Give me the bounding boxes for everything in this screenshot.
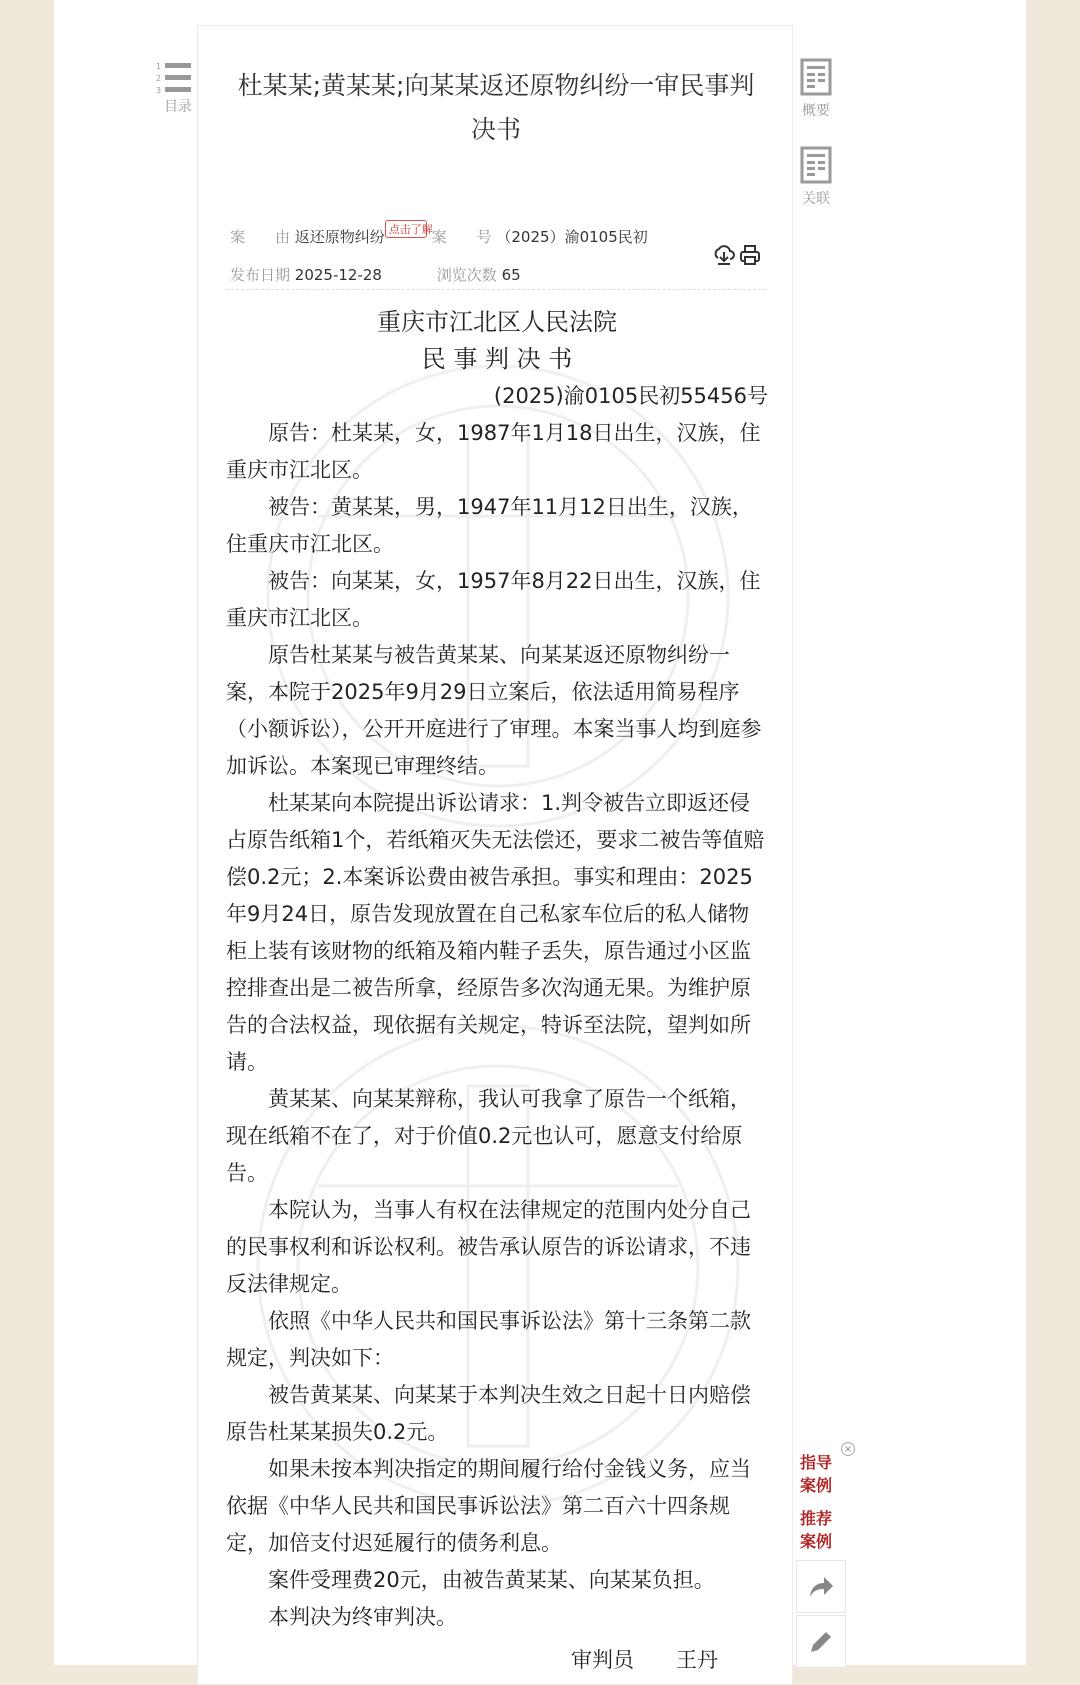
judge-signature: 审判员 王丹: [571, 1648, 718, 1672]
court-name: 重庆市江北区人民法院: [377, 308, 617, 336]
svg-text:2: 2: [156, 74, 162, 83]
document-icon: [800, 146, 832, 184]
click-learn-tag[interactable]: 点击了解: [385, 220, 427, 238]
divider: [226, 289, 766, 290]
paragraph: 杜某某向本院提出诉讼请求：1.判令被告立即返还侵占原告纸箱1个，若纸箱灭失无法偿还，要求二被告等值赔偿0.2元；2.本案诉讼费由被告承担。事实和理由：2025年9月24日，原告发现放置在自己私家车位后的私人储物柜上装有该财物的纸箱及箱内鞋子丢失，原告通过小区监控排查出是二被告所拿，经原告多次沟通无果。为维护原告的合法权益，现依据有关规定，特诉至法院，望判如所请。: [226, 791, 765, 1074]
paragraph: 原告杜某某与被告黄某某、向某某返还原物纠纷一案，本院于2025年9月29日立案后，依法适用简易程序（小额诉讼），公开开庭进行了审理。本案当事人均到庭参加诉讼。本案现已审理终结。: [226, 643, 762, 778]
meta-row-1: [230, 223, 648, 247]
meta-row-2: [230, 264, 521, 285]
document-icon: [800, 58, 832, 96]
download-icon[interactable]: [713, 244, 735, 266]
views-value: 65: [501, 266, 521, 284]
guide-text: 指导: [800, 1453, 833, 1472]
document-title: 杜某某;黄某某;向某某返还原物纠纷一审民事判决书: [237, 71, 755, 144]
date-label: 发布日期: [230, 266, 291, 284]
cause-value: 返还原物纠纷: [294, 228, 385, 246]
paragraph: 被告：向某某，女，1957年8月22日出生，汉族，住重庆市江北区。: [226, 569, 761, 630]
related-label: 关联: [802, 191, 830, 207]
paragraph: 被告：黄某某，男，1947年11月12日出生，汉族，住重庆市江北区。: [226, 495, 753, 556]
date-value: 2025-12-28: [294, 266, 382, 284]
paragraph: 原告：杜某某，女，1987年1月18日出生，汉族，住重庆市江北区。: [226, 421, 761, 482]
svg-text:3: 3: [156, 86, 162, 95]
case-number: (2025)渝0105民初55456号: [493, 384, 768, 408]
document-panel: [197, 25, 793, 1685]
related-button[interactable]: [800, 146, 832, 208]
document-type: 民 事 判 决 书: [421, 345, 573, 373]
document-body: [226, 304, 768, 1679]
paragraph: 如果未按本判决指定的期间履行给付金钱义务，应当依据《中华人民共和国民事诉讼法》第二百六十四条规定，加倍支付迟延履行的债务利息。: [226, 1457, 751, 1555]
paragraph: 本判决为终审判决。: [268, 1605, 457, 1629]
toc-label: 目录: [164, 99, 192, 115]
print-icon[interactable]: [739, 244, 761, 266]
paragraph: 被告黄某某、向某某于本判决生效之日起十日内赔偿原告杜某某损失0.2元。: [226, 1383, 751, 1444]
views-label: 浏览次数: [436, 266, 497, 284]
share-arrow-icon: [808, 1575, 834, 1599]
numbered-list-icon: [155, 60, 193, 96]
rec-text: 案例: [800, 1532, 833, 1551]
case-no-value: （2025）渝0105民初: [496, 228, 648, 246]
pencil-icon: [808, 1629, 834, 1655]
paragraph: 本院认为，当事人有权在法律规定的范围内处分自己的民事权利和诉讼权利。被告承认原告的诉讼请求，不违反法律规定。: [226, 1198, 751, 1296]
summary-button[interactable]: [800, 58, 832, 120]
close-icon[interactable]: [840, 1441, 856, 1457]
share-button[interactable]: [796, 1560, 846, 1613]
summary-label: 概要: [802, 103, 830, 119]
guide-text: 案例: [800, 1476, 833, 1495]
toc-button[interactable]: [155, 60, 193, 116]
paragraph: 黄某某、向某某辩称，我认可我拿了原告一个纸箱，现在纸箱不在了，对于价值0.2元也认可，愿意支付给原告。: [226, 1087, 751, 1185]
edit-button[interactable]: [796, 1615, 846, 1668]
paragraph: 案件受理费20元，由被告黄某某、向某某负担。: [268, 1568, 715, 1592]
recommended-cases-link[interactable]: [800, 1507, 832, 1553]
cause-label: 案 由: [230, 228, 291, 246]
guiding-cases-link[interactable]: [800, 1451, 832, 1497]
paragraph: 依照《中华人民共和国民事诉讼法》第十三条第二款规定，判决如下：: [226, 1309, 751, 1370]
case-no-label: 案 号: [431, 228, 492, 246]
svg-text:1: 1: [156, 62, 162, 71]
rec-text: 推荐: [800, 1509, 833, 1528]
